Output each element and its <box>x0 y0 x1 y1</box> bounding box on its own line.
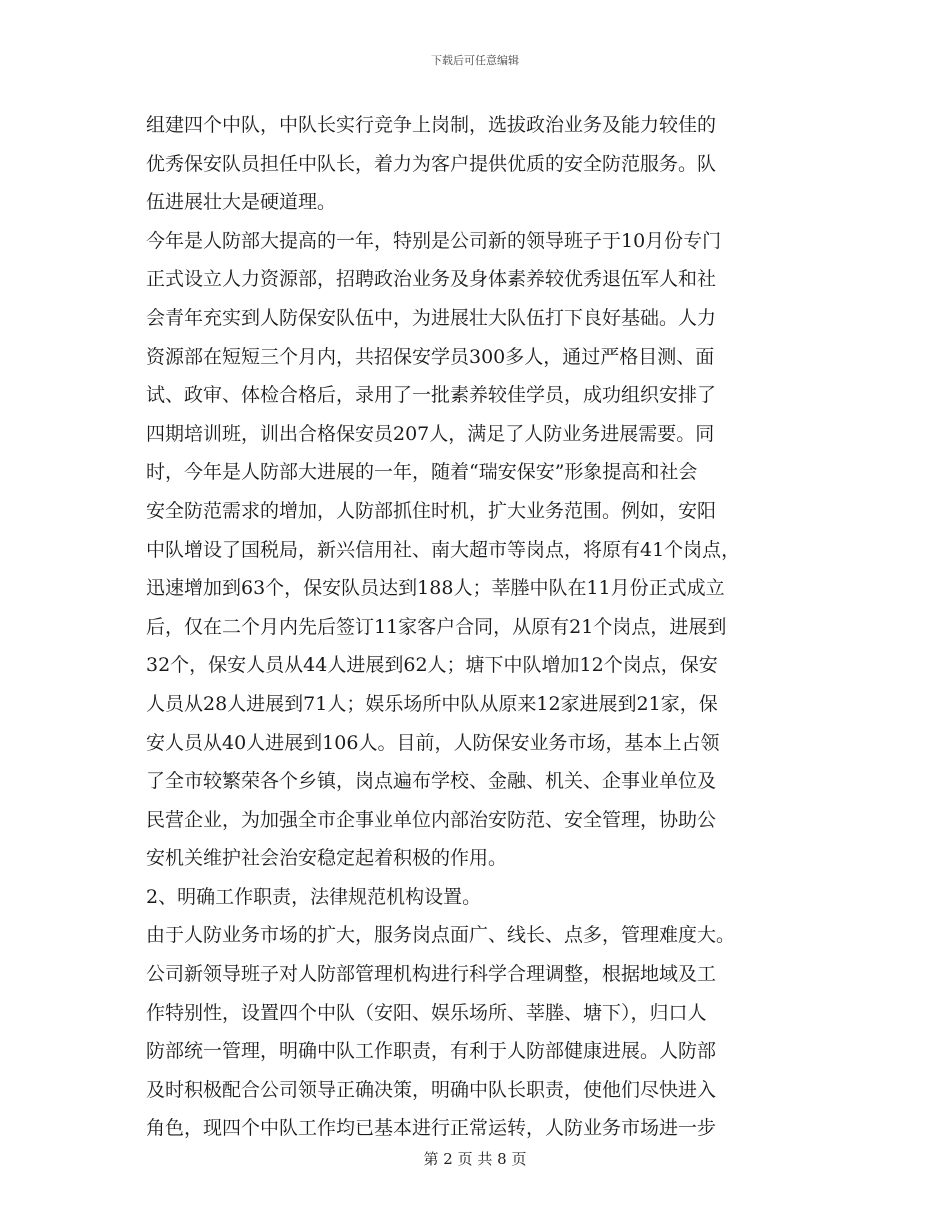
text-line: 2、明确工作职责，法律规范机构设置。 <box>146 885 482 908</box>
text-line: 32个，保安人员从44人进展到62人；塘下中队增加12个岗点，保安 <box>146 654 718 677</box>
text-line: 时，今年是人防部大进展的一年，随着“瑞安保安”形象提高和社会 <box>146 461 698 484</box>
text-line: 公司新领导班子对人防部管理机构进行科学合理调整，根据地域及工 <box>146 963 717 986</box>
text-line: 了全市较繁荣各个乡镇，岗点遍布学校、金融、机关、企事业单位及 <box>146 770 717 793</box>
text-line: 迅速增加到63个，保安队员达到188人；莘塍中队在11月份正式成立 <box>146 577 725 600</box>
text-line: 正式设立人力资源部，招聘政治业务及身体素养较优秀退伍军人和社 <box>146 268 717 291</box>
text-line: 伍进展壮大是硬道理。 <box>146 191 337 214</box>
text-line: 资源部在短短三个月内，共招保安学员300多人，通过严格目测、面 <box>146 345 715 368</box>
text-line: 由于人防业务市场的扩大，服务岗点面广、线长、点多，管理难度大。 <box>146 924 736 947</box>
text-line: 组建四个中队，中队长实行竞争上岗制，选拔政治业务及能力较佳的 <box>146 114 717 136</box>
text-line: 作特别性，设置四个中队（安阳、娱乐场所、莘塍、塘下），归口人 <box>146 1001 707 1024</box>
text-line: 民营企业，为加强全市企事业单位内部治安防范、安全管理，协助公 <box>146 808 717 831</box>
text-line: 防部统一管理，明确中队工作职责，有利于人防部健康进展。人防部 <box>146 1040 717 1063</box>
text-line: 四期培训班，训出合格保安员207人，满足了人防业务进展需要。同 <box>146 422 715 445</box>
text-line: 安人员从40人进展到106人。目前，人防保安业务市场，基本上占领 <box>146 731 720 754</box>
page-header: 下载后可任意编辑 <box>431 54 519 67</box>
text-line: 后，仅在二个月内先后签订11家客户合同，从原有21个岗点，进展到 <box>146 615 727 638</box>
body-text <box>146 106 826 1148</box>
page-footer: 第 2 页 共 8 页 <box>423 1150 527 1168</box>
text-line: 优秀保安队员担任中队长，着力为客户提供优质的安全防范服务。队 <box>146 152 717 175</box>
text-line: 安全防范需求的增加，人防部抓住时机，扩大业务范围。例如，安阳 <box>146 499 717 522</box>
text-line: 人员从28人进展到71人；娱乐场所中队从原来12家进展到21家，保 <box>146 692 718 715</box>
text-line: 安机关维护社会治安稳定起着积极的作用。 <box>146 847 508 870</box>
text-line: 今年是人防部大提高的一年，特别是公司新的领导班子于10月份专门 <box>146 229 722 252</box>
text-line: 及时积极配合公司领导正确决策，明确中队长职责，使他们尽快进入 <box>146 1078 717 1101</box>
text-line: 角色，现四个中队工作均已基本进行正常运转，人防业务市场进一步 <box>146 1117 717 1140</box>
text-line: 中队增设了国税局，新兴信用社、南大超市等岗点，将原有41个岗点， <box>146 538 741 561</box>
text-line: 试、政审、体检合格后，录用了一批素养较佳学员，成功组织安排了 <box>146 384 717 407</box>
text-line: 会青年充实到人防保安队伍中，为进展壮大队伍打下良好基础。人力 <box>146 306 717 329</box>
